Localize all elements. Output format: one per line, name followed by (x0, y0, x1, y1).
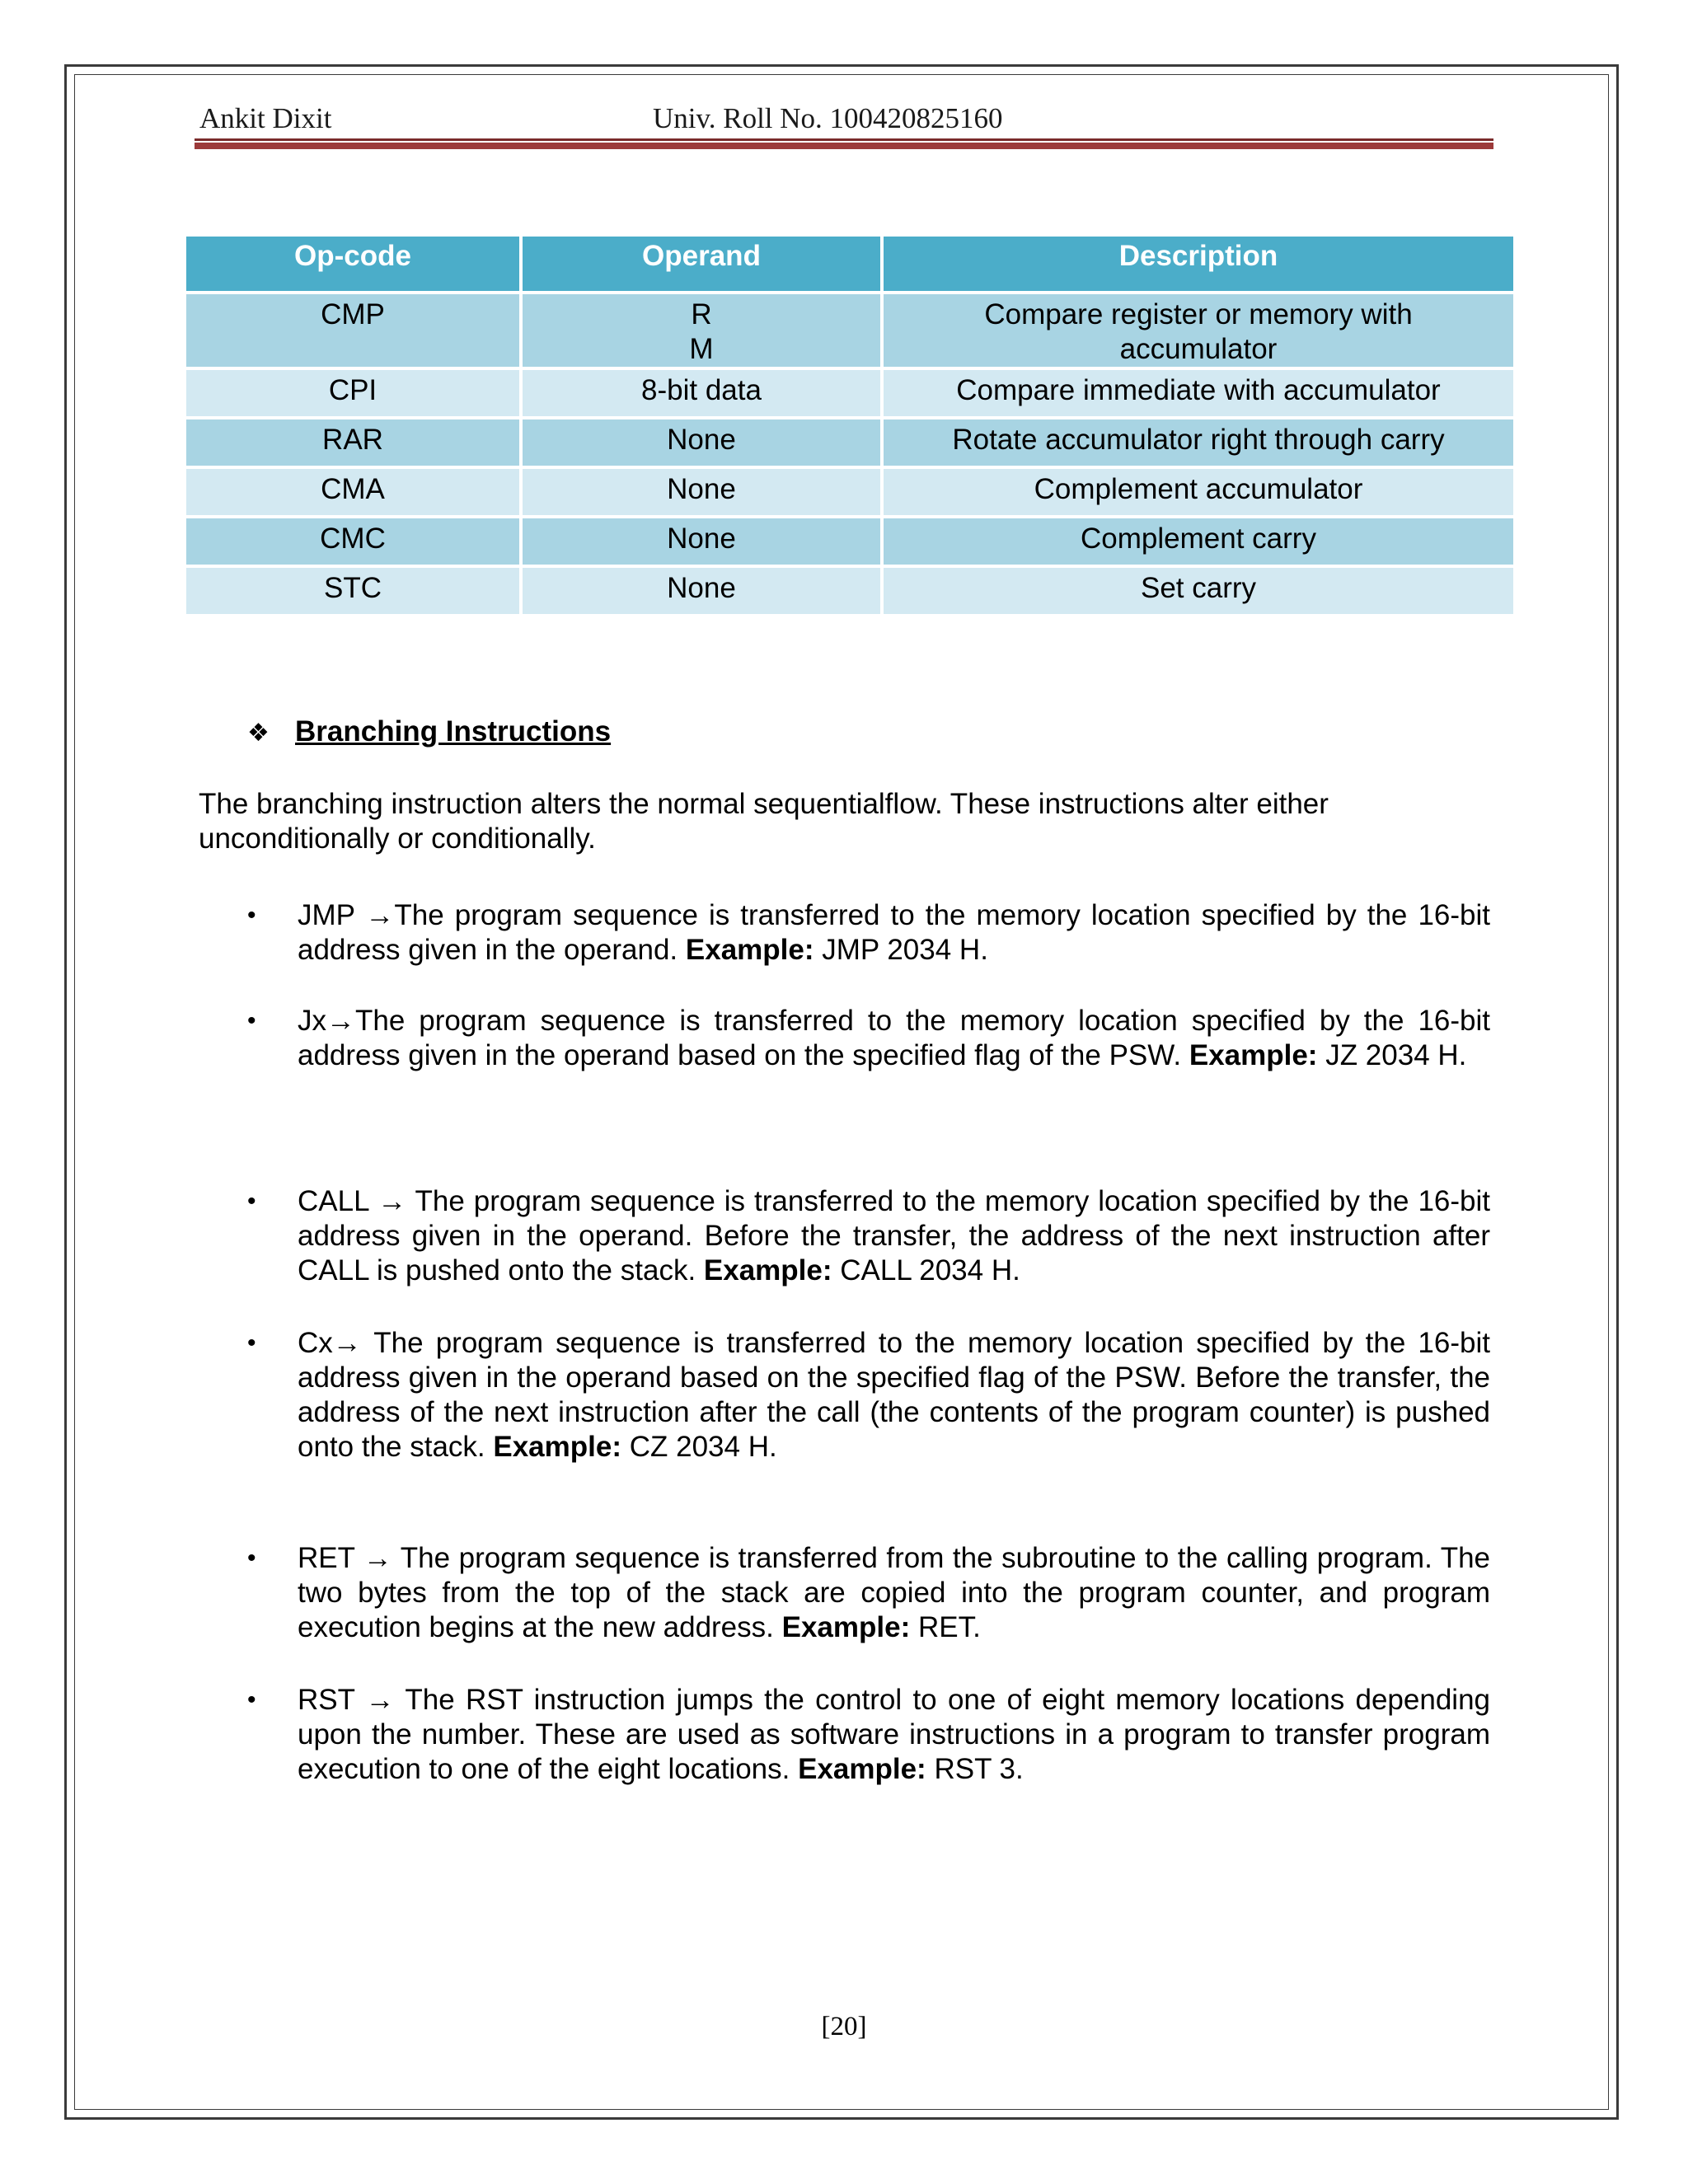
table-header-row (186, 237, 1513, 291)
table-row (186, 370, 1513, 416)
example-value: JMP 2034 H. (814, 934, 988, 966)
table-row (186, 419, 1513, 466)
list-item-text: JMP →The program sequence is transferred to the memory location specified by the 16-bit address given in the operand. (298, 899, 1490, 966)
table-row (186, 518, 1513, 565)
bullet-dot-icon: • (247, 902, 256, 929)
table-row (186, 469, 1513, 515)
bullet-dot-icon: • (247, 1007, 256, 1034)
list-item (247, 1004, 1490, 1073)
operand-cell (523, 294, 880, 367)
opcode-cell: CMA (186, 469, 519, 515)
operand-line: R (691, 298, 712, 330)
list-item-body (298, 1541, 1490, 1645)
instruction-table (183, 233, 1517, 617)
operand-cell: None (523, 568, 880, 614)
section-heading (247, 715, 611, 748)
opcode-cell: CPI (186, 370, 519, 416)
bullet-dot-icon: • (247, 1686, 256, 1713)
list-item-body (298, 898, 1490, 968)
example-label: Example: (685, 934, 814, 966)
description-cell: Compare immediate with accumulator (884, 370, 1513, 416)
list-item-text: RST → The RST instruction jumps the control to one of eight memory locations depending upon the number. These are used as software instructions in a program to transfer program execution to one of the eight locations. (298, 1684, 1490, 1785)
example-value: RST 3. (926, 1753, 1024, 1785)
table-row (186, 294, 1513, 367)
bullet-dot-icon: • (247, 1544, 256, 1572)
list-item-body (298, 1184, 1490, 1288)
header-opcode: Op-code (186, 237, 519, 291)
example-label: Example: (493, 1431, 621, 1463)
list-item (247, 1184, 1490, 1288)
author-name: Ankit Dixit (199, 102, 332, 134)
operand-cell: None (523, 469, 880, 515)
table-row (186, 568, 1513, 614)
opcode-cell: CMC (186, 518, 519, 565)
section-title: Branching Instructions (295, 715, 612, 748)
example-label: Example: (781, 1611, 911, 1643)
section-intro: The branching instruction alters the normal sequentialflow. These instructions alter either unconditionally or conditionally. (199, 788, 1329, 855)
header-rule-thick (195, 143, 1493, 149)
bullet-dot-icon: • (247, 1188, 256, 1215)
list-item-text: Cx→ The program sequence is transferred to the memory location specified by the 16-bit address given in the operand based on the specified flag of the PSW. Before the transfer, the address of the next instruction after the call (the contents of the program counter) is pushed onto the stack. (298, 1327, 1490, 1463)
list-item-text: RET → The program sequence is transferred from the subroutine to the calling program. The two bytes from the top of the stack are copied into the program counter, and program execution begins at the new address. (298, 1542, 1490, 1643)
operand-line: M (689, 333, 714, 365)
operand-cell: None (523, 419, 880, 466)
list-item-text: CALL → The program sequence is transferred to the memory location specified by the 16-bit address given in the operand. Before the transfer, the address of the next instruction after CALL is pushed onto the stack. (298, 1185, 1490, 1286)
example-label: Example: (1189, 1039, 1318, 1071)
list-item-text: Jx→The program sequence is transferred to the memory location specified by the 16-bit address given in the operand based on the specified flag of the PSW. (298, 1005, 1490, 1071)
example-label: Example: (703, 1254, 832, 1286)
example-label: Example: (798, 1753, 926, 1785)
list-item (247, 1683, 1490, 1787)
page-number: [20] (821, 2012, 867, 2041)
roll-number: Univ. Roll No. 100420825160 (653, 102, 1003, 134)
header-rule (195, 138, 1493, 150)
example-value: CALL 2034 H. (832, 1254, 1020, 1286)
example-value: CZ 2034 H. (621, 1431, 777, 1463)
header-operand: Operand (523, 237, 880, 291)
header-description: Description (884, 237, 1513, 291)
example-value: JZ 2034 H. (1317, 1039, 1467, 1071)
description-cell: Complement accumulator (884, 469, 1513, 515)
list-item-body (298, 1683, 1490, 1787)
description-cell (884, 294, 1513, 367)
list-item (247, 1326, 1490, 1465)
page-header (198, 97, 1493, 140)
description-line: accumulator (1119, 333, 1278, 365)
opcode-cell: STC (186, 568, 519, 614)
operand-cell: None (523, 518, 880, 565)
example-value: RET. (910, 1611, 981, 1643)
list-item-body (298, 1004, 1490, 1073)
description-cell: Complement carry (884, 518, 1513, 565)
diamond-bullet-icon: ❖ (247, 719, 270, 747)
opcode-cell: RAR (186, 419, 519, 466)
description-cell: Set carry (884, 568, 1513, 614)
bullet-dot-icon: • (247, 1329, 256, 1357)
description-cell: Rotate accumulator right through carry (884, 419, 1513, 466)
operand-cell: 8-bit data (523, 370, 880, 416)
list-item-body (298, 1326, 1490, 1465)
description-line: Compare register or memory with (984, 298, 1413, 330)
opcode-cell: CMP (186, 294, 519, 367)
list-item (247, 898, 1490, 968)
list-item (247, 1541, 1490, 1645)
header-rule-thin (195, 138, 1493, 141)
